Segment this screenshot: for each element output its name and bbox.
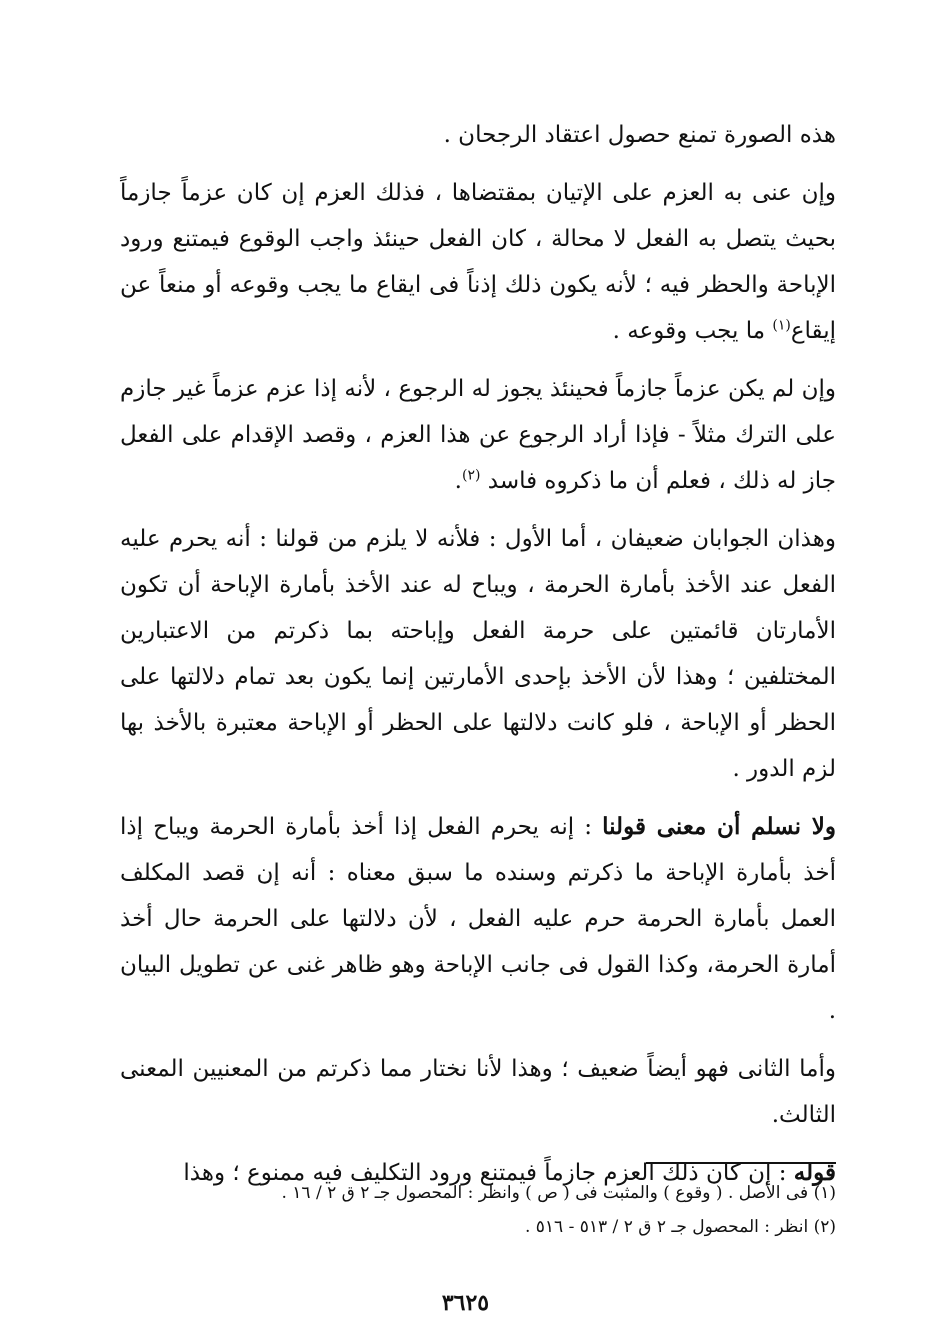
paragraph-1-text: هذه الصورة تمنع حصول اعتقاد الرجحان . [443,122,836,148]
footnotes [120,1176,836,1244]
paragraph-6-text: وأما الثانى فهو أيضاً ضعيف ؛ وهذا لأنا نختار مما ذكرتم من المعنيين المعنى الثالث. [120,1056,836,1128]
paragraph-6 [120,1046,836,1138]
footnote-1: (١) فى الأصل . ( وقوع ) والمثبت فى ( ص ) وانظر : المحصول جـ ٢ ق ٢ / ١٦ . [281,1183,836,1203]
footnote-ref-1[interactable]: (١) [772,317,791,334]
paragraph-5-text: : إنه يحرم الفعل إذا أخذ بأمارة الحرمة ويباح إذا أخذ بأمارة الإباحة ما ذكرتم وسنده ما سبق معناه : أنه إن قصد المكلف العمل بأمارة الحرمة حرم عليه الفعل ، لأن دلالتها على الحرمة حال أخذ أمارة الحرمة، وكذا القول فى جانب الإباحة وهو ظاهر غنى عن تطويل البيان . [120,814,836,1024]
paragraph-1 [120,112,836,158]
paragraph-2-text-after: ما يجب وقوعه . [612,318,773,344]
footnote-separator [646,1162,836,1164]
paragraph-5-lead: ولا نسلم أن معنى قولنا [602,813,836,840]
paragraph-7-text: : إن كان ذلك العزم جازماً فيمتنع ورود التكليف فيه ممنوع ؛ وهذا [183,1160,794,1186]
paragraph-2 [120,170,836,354]
footnote-ref-2[interactable]: (٢) [461,467,481,484]
paragraph-3-text-after: . [454,468,462,494]
page-number: ٣٦٢٥ [441,1290,490,1316]
paragraph-3-text: وإن لم يكن عزماً جازماً فحينئذ يجوز له الرجوع ، لأنه إذا عزم عزماً غير جازم على الترك مثلاً - فإذا أراد الرجوع عن هذا العزم ، وقصد الإقدام على الفعل جاز له ذلك ، فعلم أن ما ذكروه فاسد [120,376,836,494]
paragraph-3 [120,366,836,504]
footnote-2: (٢) انظر : المحصول جـ ٢ ق ٢ / ٥١٣ - ٥١٦ . [524,1217,836,1237]
paragraph-4 [120,516,836,792]
paragraph-5 [120,804,836,1034]
paragraph-2-text: وإن عنى به العزم على الإتيان بمقتضاها ، فذلك العزم إن كان عزماً جازماً بحيث يتصل به الفعل لا محالة ، كان الفعل حينئذ واجب الوقوع فيمتنع ورود الإباحة والحظر فيه ؛ لأنه يكون ذلك إذناً فى ايقاع ما يجب وقوعه أو منعاً عن إيقاع [120,180,836,344]
page-body [120,112,836,1196]
paragraph-7-lead: قوله [793,1159,836,1186]
paragraph-4-text: وهذان الجوابان ضعيفان ، أما الأول : فلأنه لا يلزم من قولنا : أنه يحرم عليه الفعل عند الأخذ بأمارة الحرمة ، ويباح له عند الأخذ بأمارة الإباحة أن تكون الأمارتان قائمتين على حرمة الفعل وإباحته بما ذكرتم من الاعتبارين المختلفين ؛ وهذا لأن الأخذ بإحدى الأمارتين إنما يكون بعد تمام دلالتها على الحظر أو الإباحة ، فلو كانت دلالتها على الحظر أو الإباحة معتبرة بالأخذ بها لزم الدور . [120,526,836,782]
